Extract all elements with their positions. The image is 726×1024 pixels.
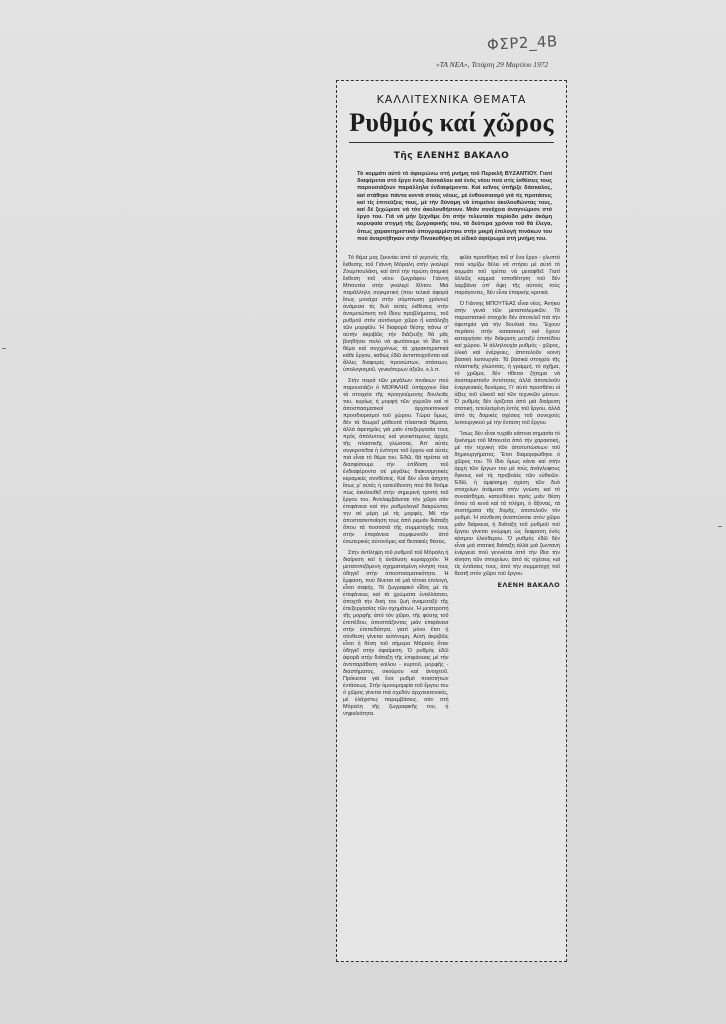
author-signature: ΕΛΕΝΗ ΒΑΚΑΛΟ	[497, 581, 560, 590]
handwritten-archive-note: ΦΣΡ2_4Β	[486, 32, 559, 54]
article-headline: Ρυθμός καί χῶρος	[349, 108, 554, 137]
section-kicker: ΚΑΛΛΙΤΕΧΝΙΚΑ ΘΕΜΑΤΑ	[376, 93, 527, 106]
paragraph: Στήν σειρά τῶν μεγάλων πινάκων πού παρουσιάζει ὁ ΜΟΡΑΛΗΣ ὑπάρχουν ὅλα τά στοιχεία τῆς προηγούμενης δουλειᾶς του, κυρίως ἡ μορφή τῶν γυμνῶν καί οἱ ἀποσπασματικοί ἀρχιτεκτονικοί προσδιορισμοί τοῦ χώρου. Τώρα ὅμως, δέν τά θεωρεῖ μόθευτά πλαστικά θέματα, ἀλλά ἀφετηρίες γιά μιάν ἐπεξεργασία τους πρός ἀπόλυτους καί γενικότερους ἀρχές τῆς πλαστικῆς γλώσσας. Ἀπ' αὐτές συγκροτεῖται ἡ ἐνότητα τοῦ ἔργου καί αὐτές πιά εἶναι τό θέμα του. Ἐδῶ, θά πρέπει νά διασφίσουμε τήν ἐπίδοση τοῦ ἐνδιαφέροντα σέ μεγάλες διακοσμητικές κεραμικές συνθέσεις. Καί δέν εἶναι ἀσχετη ἴσως μ' αὐτές ἡ κατεύθυνση πού θά δοῦμε πώς ἀκολουθεῖ στήν σημερινή τροπή τοῦ ἔργου του. Ἀντιλαμβάνεται τόν χῶρο σάν ἐπιφάνεια καί τήν ρυθμολογεῖ διαιρώντας την σέ μέρη μέ τίς μορφές. Μέ τήν ἀποστασιοποίηση τους ἀπό ρεμιάν διάταξη ὅπου τά ποσοστά τῆς συμμετοχῆς τους στήν ἐπιφάνεια συμφωνοῦν ἀπό ἐσωτερικές αὐτονόμες καί θεσιακές θέσεις.	[343, 378, 449, 546]
paragraph: Στήν ἀντίληψη τοῦ ρυθμοῦ τοῦ Μόραλη ἡ διαίρεση καί ἡ ἀνάλυση κυριαρχοῦν. Ἡ μετατοπιζόμενη σχηματισμένη κίνηση τους ὁδηγεῖ στήν ἀποσπασματικότητα. Ἡ ἔμφαση, πού δίνεται σέ μιά τέτοια ἐπιλογή, εἶναι σαφής. Τό ζωγραφικό εἶδος μέ τίς ἐπιφάνειες καί τά χρώματα ἐναλλάσσει, ἀποχτᾶ τήν δική του ζωή ἀναμεταξύ τῆς ἐπεξεργασίας τῶν σχημάτων. Ἡ μετατροπή τῆς μορφῆς ἀπό τόν χῶρο, τῆς φύσης τοῦ ἐπιπέδου, ἀποσπάζοντας μιάν ἐπιφάνεια στήν ἐπιπεδότητα, γιατί μόνο ἔτσι ἡ σύνθεση γίνεται αὐτόνομη. Αὐτή ἀκριβῶς εἶναι ἡ θέση τοῦ σήμερα Μόραλη ὅταν ὁδηγεῖ στήν ἀφαίρεση. Ὁ ρυθμός ἐδῶ ἀφορᾶ στήν διάταξη τῆς ἐπιφάνειας μέ τήν ἀντιπαράθεση κοίλου - κυρτοῦ, μορφῆς - διαστήματος, σκούρου καί ἀνοιχτοῦ. Πρόκειται γιά ἕνα ρυθμό ποσοτήτων ἐντάσεως. Στήν ὁμοιομορφία τοῦ ἔργου του ὁ χῶρος γίνεται πιά σχεδόν ἀρχιτεκτονικός, μέ ἐλάχιστες παρεμβάσεις, σάν στή Μόραλη τῆς ζωγραφικῆς του, ἡ νηφαλιότητα.	[343, 550, 449, 718]
right-column	[455, 255, 561, 722]
article-byline: Τῆς ΕΛΕΝΗΣ ΒΑΚΑΛΟ	[393, 151, 510, 161]
paragraph: Τό θέμα μας ξεκινάει ἀπό τό γεγονός τῆς ἔκθεσης τοῦ Γιάννη Μόραλη στήν γκαλερί Ζουμπουλάκη, καί ἀπό τήν πρώτη ἀτομική ἔκθεση τοῦ νέου ζωγράφου Γιάννη Μπουτέα στήν γκαλερί Χίλτον. Μιά παράλληλη συγκριτική (που τελικά ἀφορά ἴσως μονάχα στήν σύμπτωση χρόνου) ἀνάμεσα τίς δυό αὐτές ἐκθέσεις στήν ἀντιμετώπιση τοῦ ἴδιου προβλήματος, τοῦ ρυθμοῦ στόν αὐτόνομο χῶρο ἤ κατάληξη τῶν μορφῶν. Ἡ διαφορά θέσης πάνω σ' αὐτήν ἀκριβῶς τήν διάζευξη θά μᾶς βοηθήσει πολύ νά φωτίσουμε τό ἴδιο τό θέμα καί συγχρόνως τά χαρακτηριστικά κάθε ἔργου, καθώς ἐδῶ ἀντιστοιχοῦνται καί ἄλλες διαφορές προσώπων, στάσεων, ὑπολογισμοῦ, γενικότερων ἀξιῶν, κ.λ.π.	[343, 255, 449, 374]
paragraph: φιλία προσθήκη τοῦ σ' ἕνα ἔργο - γλυπτό πού νομίζω θέλει νά στήσει μέ αὐτό τό κομμάτι τοῦ τρέπει νά μεταφθεῖ. Γιατί ἀλλιῶς καμμιά τοποθέτηση τοῦ δέν λαμβάνει ὑπ' ὄψη τῆς αὐτούς τούς παράγοντες, δέν εἶναι ἐπαρκής κριτικά.	[454, 255, 560, 297]
headline-rule	[349, 142, 554, 143]
article-clipping	[336, 80, 567, 962]
left-column	[343, 255, 449, 722]
paragraph: Ἴσως δέν εἶναι τυχαῖο κάποια σημασία τό ξεκίνημα τοῦ Μπουτέα ἀπό τήν χαρακτική, μέ τήν τεχνική τῶν ἀποτυπώσεων τοῦ δημιουργήματος. Ἔτσι διαμορφώθηκε ὁ χῶρος του. Τό ἴδιο ὅμως κάνει καί στήν ἀρχή τῶν ἔργων του μέ τούς ἀνάγλυφους ὄγκους καί τίς προβολές τῶν εὐθειῶν. Ἐδῶ, ἡ ἀμφίσημη σχέση τῶν δυό στοιχείων ἀνάμεσα στήν γνώση καί τό συναίσθημα, κατευθύνει πρός μιάν θέση ὅπου τά κενά καί τά πλήρη, ὁ ἄξονας, τά συστήματα τῆς δομῆς, ἀποτελοῦν τόν ρυθμό. Ἡ σύνθεση ἀναπτύσσει στόν χῶρο μιάν διάρκεια, ἡ διάταξη τοῦ ρυθμοῦ τοῦ ἔργου γίνεται γνώριμη ὡς ἔκφραση ἑνός κόσμου ἐλεύθερου. Ὁ ρυθμός ἐδῶ δέν εἶναι μιά στατική διάταξη ἀλλά μιά ζωντανή ἐνέργεια πού γεννιέται ἀπό τήν ἴδια τήν κίνηση τῶν στοιχείων, ἀπό τίς σχέσεις καί τίς ἐντάσεις τους, ἀπό τήν συμμετοχή τοῦ θεατῆ στόν χῶρο τοῦ ἔργου.	[454, 431, 560, 578]
scan-margin-mark	[2, 348, 6, 349]
newspaper-dateline: «ΤΑ ΝΕΑ», Τετάρτη 29 Μαρτίου 1972	[436, 60, 549, 69]
article-body	[343, 255, 560, 722]
paragraph: Ὁ Γιάννης ΜΠΟΥΤΕΑΣ εἶναι νέος. Ἀνήκει στήν γενιά τῶν μεταπολεμικῶν. Τό παραστατικό στοιχεῖο δέν ἀποτελεῖ πιά τήν ἀφετηρία γιά τήν δουλειά του. Ἔχουν περάσει στήν κατασκευή καί ἔχουν καταργήσει τήν διάκριση μεταξύ ἐπιπέδου καί χώρου. Ἡ ἀλληλουχία ρυθμός - χῶρος, ὑλικό καί ἐνέργειες, ἀποτελοῦν κοινή βασική λειτουργία. Τά βασικά στοιχεία τῆς πλαστικῆς γλώσσας, ἡ γραμμή, τό σχῆμα, τό χρῶμα, δέν τίθεται ζήτημα νά ἀναπαριστοῦν ὀντότητες ἀλλά ἀποτελοῦν ἐνεργειακές δυνάμεις. Γι' αὐτό προσθέτει οἱ ἀξίες τοῦ ὑλικοῦ καί τῶν τεχνικῶν μέσων. Ὁ ρυθμός δέν ὁρίζεται ἀπό μιά διαίρεση στατική, τετελεσμένη ἐντός τοῦ ἔργου, ἀλλά ἀπό τίς δομικές σχέσεις τοῦ συνεχούς λειτουργικού μέ τήν ἔνταση τοῦ ἔργου.	[454, 301, 560, 427]
scan-margin-mark	[718, 526, 722, 527]
article-intro: Τό κομμάτι αὐτό τό ἀφιερώνω στή μνήμη τοῦ Περικλῆ ΒΥΖΑΝΤΙΟΥ. Γιατί διαφέρεται στό ἔργο ἑνός δασκάλου καί ἑνός νέου πού στίς ἐκθέσεις τους παρουσιάζουν παράλληλα ἐνδιαφέροντα. Καί κεῖνος ὑπῆρξε δάσκαλος, καί στάθηκε πάντα κοντά στούς νέους, μέ ἐνθουσιασμό γιά τίς προτάσεις καί τίς ἐπιτεύξεις τους, μέ τήν δύναμη νά ἐπιμείνει ἀκολουθώντας τους, καί δέ ξεχώρισε νά τόν ἀκολουθήσουν. Μιάν συνέχεια ἀναγνώρισε στό ἔργο του. Γιά νά μήν ξεχνᾶμε ὅτι στήν τελευταία περίοδο μιάν ἀκόμη κορυφαία στιγμή τῆς ζωγραφικῆς του, τά δεύτερα χρόνια τοῦ θά ἔλεγα, ὅπως χαρακτηριστικό ὑπογραμμίστηκε στήν μικρή ἐπιλογή πινάκων του πού ἀναρτήθηκαν στήν Πινακοθήκη σέ εἰδικό ἀφιέρωμα στή μνήμη του.	[357, 171, 552, 242]
